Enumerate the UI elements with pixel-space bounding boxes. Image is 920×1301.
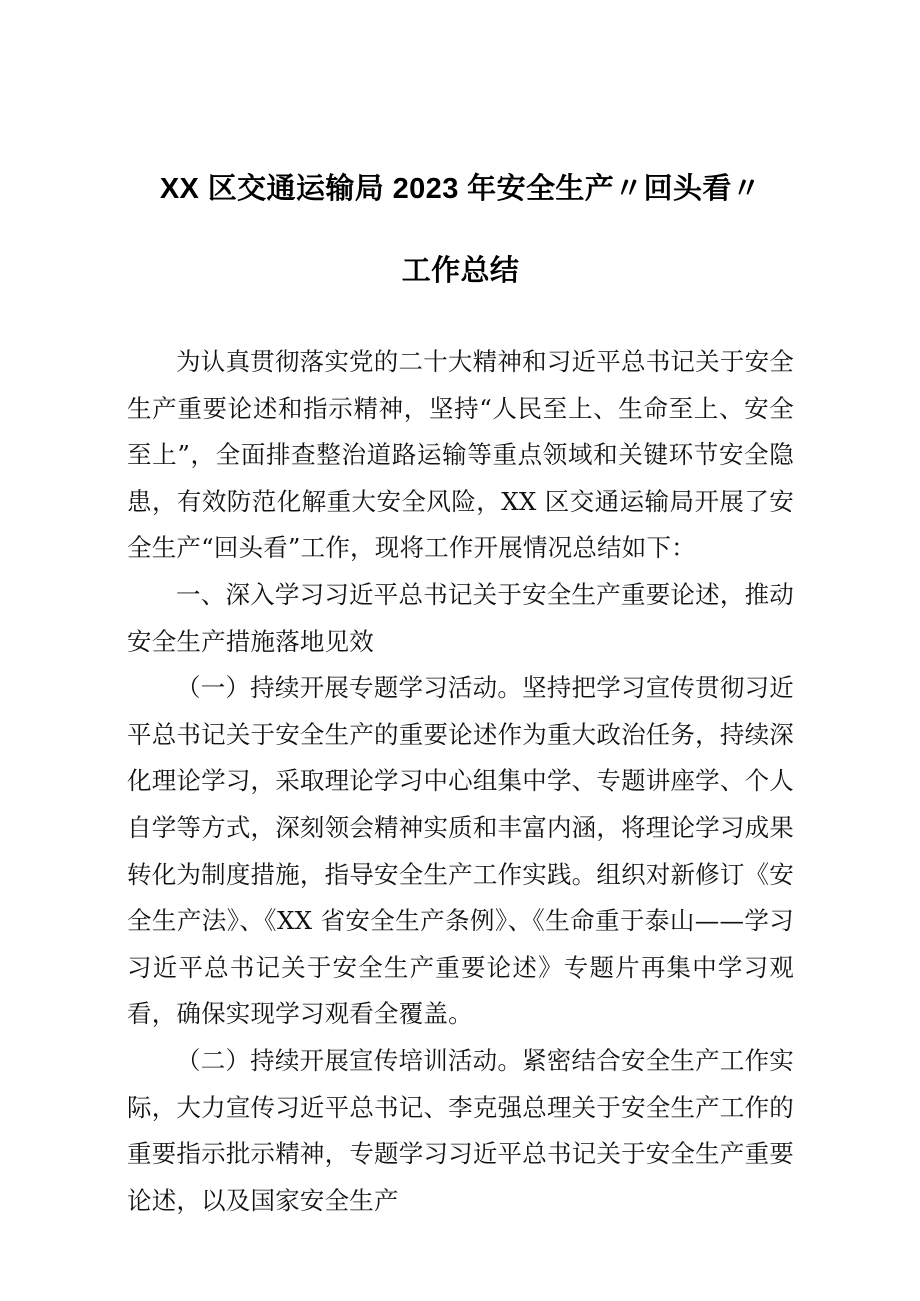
document-title-block — [127, 0, 794, 297]
document-title-line-2: 工作总结 — [401, 255, 520, 287]
document-title-line-1: XX 区交通运输局 2023 年安全生产〃回头看〃 — [159, 173, 762, 205]
document-body — [127, 0, 794, 1224]
paragraph-section-1-sub-2: （二）持续开展宣传培训活动。紧密结合安全生产工作实际，大力宣传习近平总书记、李克强总理关于安全生产工作的重要指示批示精神，专题学习习近平总书记关于安全生产重要论述，以及国家安全生产 — [127, 1045, 794, 1215]
paragraph-intro: 为认真贯彻落实党的二十大精神和习近平总书记关于安全生产重要论述和指示精神，坚持“人民至上、生命至上、安全至上”，全面排查整治道路运输等重点领域和关键环节安全隐患，有效防范化解重大安全风险，XX 区交通运输局开展了安全生产“回头看”工作，现将工作开展情况总结如下： — [127, 347, 794, 563]
paragraph-section-1-sub-1: （一）持续开展专题学习活动。坚持把学习宣传贯彻习近平总书记关于安全生产的重要论述作为重大政治任务，持续深化理论学习，采取理论学习中心组集中学、专题讲座学、个人自学等方式，深刻领会精神实质和丰富内涵，将理论学习成果转化为制度措施，指导安全生产工作实践。组织对新修订《安全生产法》、《XX 省安全生产条例》、《生命重于泰山——学习习近平总书记关于安全生产重要论述》专题片再集中学习观看，确保实现学习观看全覆盖。 — [127, 673, 794, 1029]
title-body-spacer — [127, 297, 794, 339]
section-heading-1: 一、深入学习习近平总书记关于安全生产重要论述，推动安全生产措施落地见效 — [127, 579, 794, 656]
